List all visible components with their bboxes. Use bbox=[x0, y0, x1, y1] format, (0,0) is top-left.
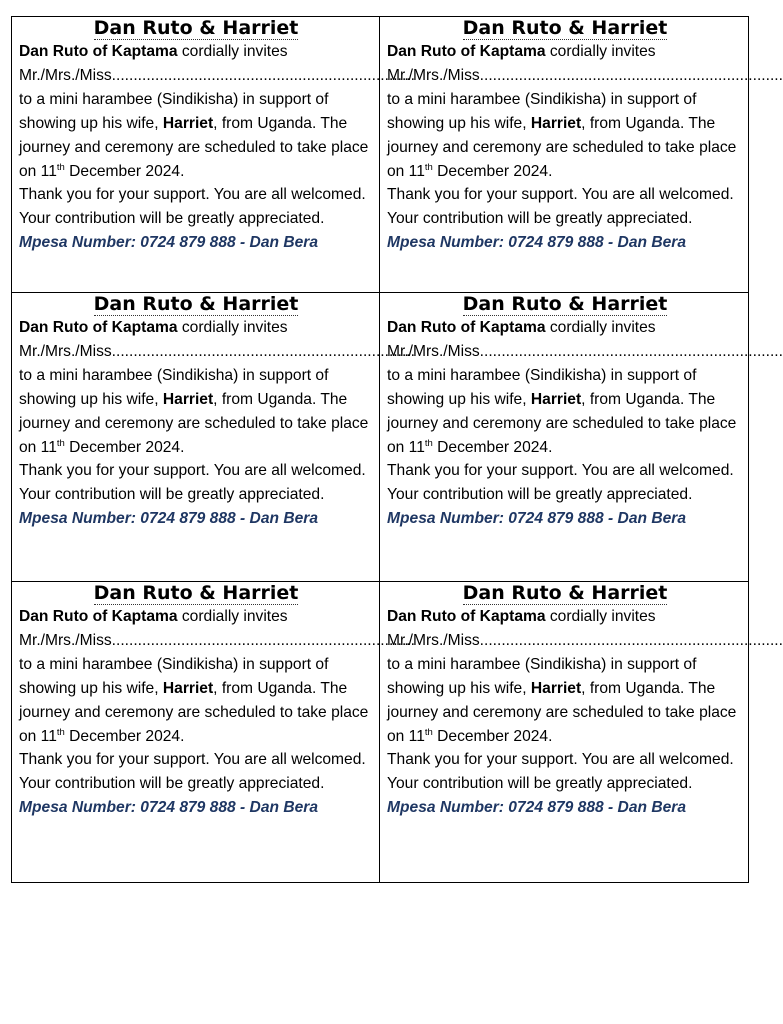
invitation-card-3 bbox=[12, 293, 415, 582]
invites-text: cordially invites bbox=[545, 43, 656, 60]
support-text: to a mini harambee (Sindikisha) in support of showing up his wife, bbox=[387, 655, 697, 697]
card-title bbox=[387, 293, 743, 316]
host-name: Dan Ruto of Kaptama bbox=[387, 319, 546, 336]
support-text: to a mini harambee (Sindikisha) in support of showing up his wife, bbox=[387, 90, 697, 132]
salutation-line bbox=[387, 64, 783, 88]
wife-name: Harriet bbox=[530, 390, 582, 408]
card-title-text: Dan Ruto & Harriet bbox=[462, 17, 668, 39]
name-blank: ..................................................................... bbox=[484, 66, 783, 84]
invitation-card-2 bbox=[380, 17, 783, 293]
invitation-card-4 bbox=[380, 293, 783, 582]
mpesa-number: Mpesa Number: 0724 879 888 - Dan Bera bbox=[387, 234, 687, 252]
date-text: December 2024. bbox=[432, 438, 553, 456]
invites-text: cordially invites bbox=[177, 608, 288, 625]
card-title-text: Dan Ruto & Harriet bbox=[93, 17, 299, 39]
invitation-card-6 bbox=[380, 582, 783, 882]
card-title-text: Dan Ruto & Harriet bbox=[462, 582, 668, 604]
journey-text: , from Uganda. The journey and ceremony are scheduled to take place on 11 bbox=[19, 679, 369, 745]
name-blank: ..................................................................... bbox=[484, 342, 783, 360]
card-title bbox=[387, 582, 743, 605]
mpesa-number: Mpesa Number: 0724 879 888 - Dan Bera bbox=[19, 510, 319, 528]
invites-text: cordially invites bbox=[545, 608, 656, 625]
card-body bbox=[19, 40, 415, 255]
card-body bbox=[387, 40, 783, 255]
card-title-text: Dan Ruto & Harriet bbox=[93, 582, 299, 604]
salutation: Mr./Mrs./Miss. bbox=[19, 66, 117, 84]
date-text: December 2024. bbox=[432, 727, 553, 745]
card-title bbox=[387, 17, 743, 40]
card-title bbox=[19, 582, 373, 605]
salutation-line bbox=[19, 629, 415, 653]
invites-text: cordially invites bbox=[177, 43, 288, 60]
salutation: Mr./Mrs./Miss. bbox=[19, 631, 117, 649]
salutation-line bbox=[19, 64, 415, 88]
thanks-text: Thank you for your support. You are all welcomed. Your contribution will be greatly appreciated. bbox=[387, 751, 734, 793]
card-title bbox=[19, 17, 373, 40]
salutation: Mr./Mrs./Miss. bbox=[387, 66, 485, 84]
support-text: to a mini harambee (Sindikisha) in support of showing up his wife, bbox=[19, 655, 329, 697]
mpesa-number: Mpesa Number: 0724 879 888 - Dan Bera bbox=[19, 234, 319, 252]
thanks-text: Thank you for your support. You are all welcomed. Your contribution will be greatly appreciated. bbox=[19, 751, 366, 793]
name-blank: ..................................................................... bbox=[484, 631, 783, 649]
ordinal-suffix: th bbox=[56, 161, 65, 173]
support-text: to a mini harambee (Sindikisha) in support of showing up his wife, bbox=[19, 366, 329, 408]
wife-name: Harriet bbox=[162, 679, 214, 697]
thanks-text: Thank you for your support. You are all welcomed. Your contribution will be greatly appreciated. bbox=[19, 186, 366, 228]
invitation-sheet bbox=[11, 16, 783, 883]
ordinal-suffix: th bbox=[424, 437, 433, 449]
thanks-text: Thank you for your support. You are all welcomed. Your contribution will be greatly appreciated. bbox=[19, 462, 366, 504]
ordinal-suffix: th bbox=[424, 726, 433, 738]
date-text: December 2024. bbox=[64, 727, 185, 745]
salutation-line bbox=[19, 340, 415, 364]
journey-text: , from Uganda. The journey and ceremony are scheduled to take place on 11 bbox=[19, 114, 369, 180]
invitation-card-1 bbox=[12, 17, 415, 293]
salutation-line bbox=[387, 340, 783, 364]
invites-text: cordially invites bbox=[545, 319, 656, 336]
card-body bbox=[387, 316, 783, 531]
name-blank: ..................................................................... bbox=[116, 342, 415, 360]
journey-text: , from Uganda. The journey and ceremony are scheduled to take place on 11 bbox=[387, 114, 737, 180]
date-text: December 2024. bbox=[432, 162, 553, 180]
salutation: Mr./Mrs./Miss. bbox=[19, 342, 117, 360]
mpesa-number: Mpesa Number: 0724 879 888 - Dan Bera bbox=[387, 510, 687, 528]
date-text: December 2024. bbox=[64, 438, 185, 456]
journey-text: , from Uganda. The journey and ceremony are scheduled to take place on 11 bbox=[19, 390, 369, 456]
ordinal-suffix: th bbox=[56, 726, 65, 738]
host-name: Dan Ruto of Kaptama bbox=[19, 43, 178, 60]
card-title bbox=[19, 293, 373, 316]
thanks-text: Thank you for your support. You are all welcomed. Your contribution will be greatly appreciated. bbox=[387, 462, 734, 504]
wife-name: Harriet bbox=[530, 679, 582, 697]
name-blank: ..................................................................... bbox=[116, 631, 415, 649]
ordinal-suffix: th bbox=[424, 161, 433, 173]
salutation: Mr./Mrs./Miss. bbox=[387, 342, 485, 360]
journey-text: , from Uganda. The journey and ceremony are scheduled to take place on 11 bbox=[387, 679, 737, 745]
host-name: Dan Ruto of Kaptama bbox=[387, 608, 546, 625]
support-text: to a mini harambee (Sindikisha) in support of showing up his wife, bbox=[387, 366, 697, 408]
invitation-card-5 bbox=[12, 582, 415, 882]
card-title-text: Dan Ruto & Harriet bbox=[93, 293, 299, 315]
mpesa-number: Mpesa Number: 0724 879 888 - Dan Bera bbox=[19, 799, 319, 817]
host-name: Dan Ruto of Kaptama bbox=[387, 43, 546, 60]
host-name: Dan Ruto of Kaptama bbox=[19, 319, 178, 336]
ordinal-suffix: th bbox=[56, 437, 65, 449]
invites-text: cordially invites bbox=[177, 319, 288, 336]
host-name: Dan Ruto of Kaptama bbox=[19, 608, 178, 625]
wife-name: Harriet bbox=[162, 114, 214, 132]
card-body bbox=[19, 605, 415, 820]
wife-name: Harriet bbox=[162, 390, 214, 408]
mpesa-number: Mpesa Number: 0724 879 888 - Dan Bera bbox=[387, 799, 687, 817]
wife-name: Harriet bbox=[530, 114, 582, 132]
name-blank: ..................................................................... bbox=[116, 66, 415, 84]
journey-text: , from Uganda. The journey and ceremony are scheduled to take place on 11 bbox=[387, 390, 737, 456]
salutation: Mr./Mrs./Miss. bbox=[387, 631, 485, 649]
support-text: to a mini harambee (Sindikisha) in support of showing up his wife, bbox=[19, 90, 329, 132]
date-text: December 2024. bbox=[64, 162, 185, 180]
card-body bbox=[387, 605, 783, 820]
thanks-text: Thank you for your support. You are all welcomed. Your contribution will be greatly appreciated. bbox=[387, 186, 734, 228]
card-title-text: Dan Ruto & Harriet bbox=[462, 293, 668, 315]
card-body bbox=[19, 316, 415, 531]
salutation-line bbox=[387, 629, 783, 653]
